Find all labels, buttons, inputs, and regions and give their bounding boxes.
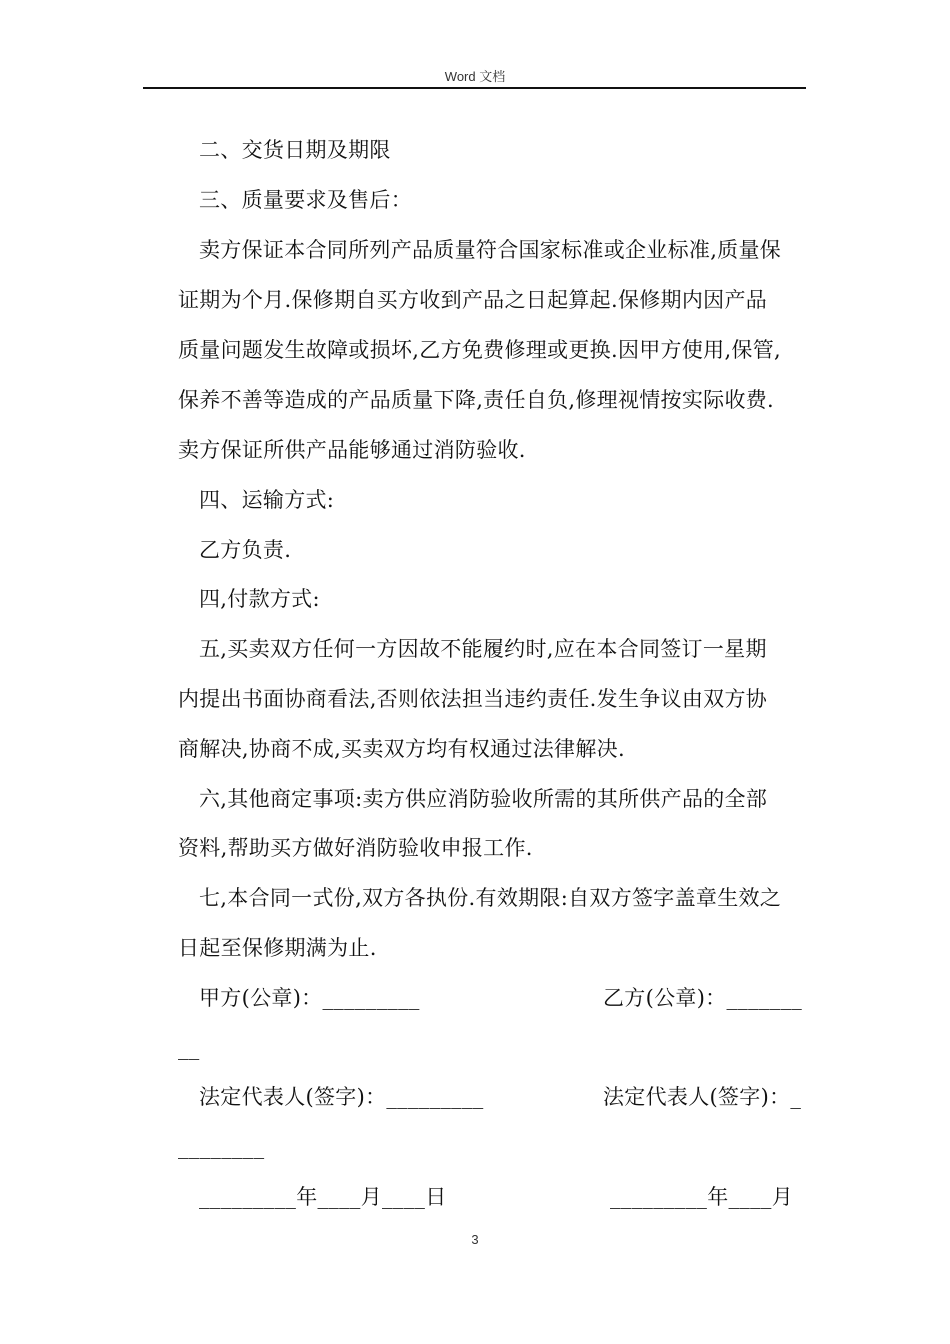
paragraph-line: 五,买卖双方任何一方因故不能履约时,应在本合同签订一星期 bbox=[199, 637, 767, 661]
party-a-seal-field: 甲方(公章)：_________ bbox=[199, 986, 420, 1010]
paragraph-line: 保养不善等造成的产品质量下降,责任自负,修理视情按实际收费. bbox=[178, 388, 775, 412]
transport-text: 乙方负责. bbox=[199, 538, 292, 562]
heading-payment: 四,付款方式: bbox=[199, 587, 320, 611]
paragraph-line: 质量问题发生故障或损坏,乙方免费修理或更换.因甲方使用,保管, bbox=[178, 338, 781, 362]
paragraph-line: 卖方保证本合同所列产品质量符合国家标准或企业标准,质量保 bbox=[199, 238, 782, 262]
paragraph-line: 日起至保修期满为止. bbox=[178, 936, 377, 960]
page-header: Word 文档 bbox=[444, 69, 506, 84]
party-b-seal-field-cont: __ bbox=[178, 1036, 200, 1060]
party-b-seal-field: 乙方(公章)：_______ bbox=[603, 986, 803, 1010]
heading-delivery: 二、交货日期及期限 bbox=[199, 138, 391, 162]
paragraph-line: 内提出书面协商看法,否则依法担当违约责任.发生争议由双方协 bbox=[178, 687, 768, 711]
paragraph-line: 七,本合同一式份,双方各执份.有效期限:自双方签字盖章生效之 bbox=[199, 886, 782, 910]
rep-a-signature-field: 法定代表人(签字)：_________ bbox=[199, 1085, 484, 1109]
paragraph-line: 证期为个月.保修期自买方收到产品之日起算起.保修期内因产品 bbox=[178, 288, 768, 312]
paragraph-line: 资料,帮助买方做好消防验收申报工作. bbox=[178, 836, 533, 860]
heading-transport: 四、运输方式: bbox=[199, 488, 335, 512]
rep-b-signature-field-cont: ________ bbox=[178, 1135, 265, 1159]
date-a-field: _________年____月____日 bbox=[199, 1185, 447, 1209]
header-divider bbox=[143, 87, 806, 89]
paragraph-line: 六,其他商定事项:卖方供应消防验收所需的其所供产品的全部 bbox=[199, 787, 768, 811]
paragraph-line: 商解决,协商不成,买卖双方均有权通过法律解决. bbox=[178, 737, 625, 761]
paragraph-line: 卖方保证所供产品能够通过消防验收. bbox=[178, 438, 526, 462]
date-b-field: _________年____月 bbox=[610, 1185, 793, 1209]
rep-b-signature-field: 法定代表人(签字)：_ bbox=[603, 1085, 802, 1109]
heading-quality: 三、质量要求及售后： bbox=[199, 188, 412, 212]
page-number: 3 bbox=[471, 1232, 479, 1247]
